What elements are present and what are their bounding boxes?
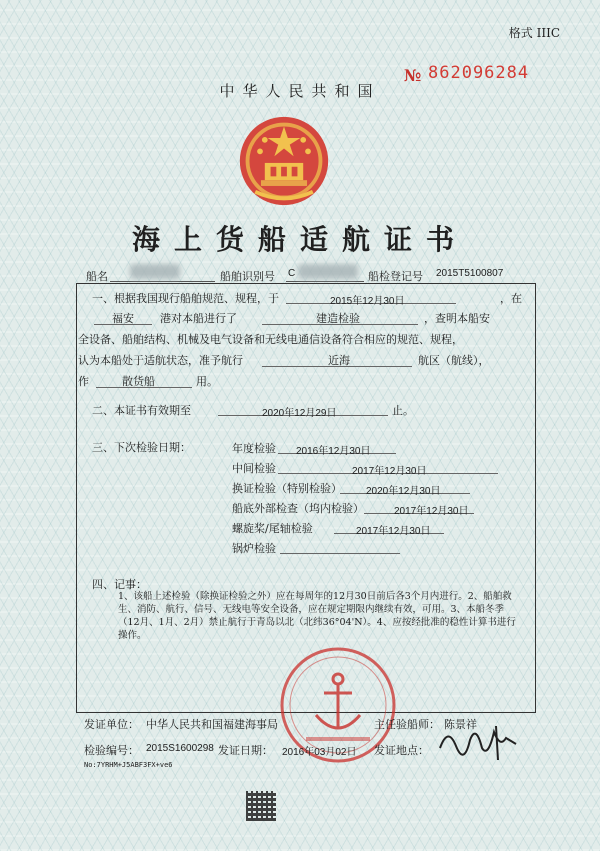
item3-heading: 三、下次检验日期： [92, 441, 191, 454]
survey-date-propeller: 2017年12月30日 [356, 526, 431, 537]
serial-number: 862096284 [428, 63, 530, 83]
item1-port: 福安 [112, 312, 134, 325]
item2-valid-until: 2020年12月29日 [262, 408, 337, 419]
survey-label-renewal: 换证检验（特别检验） [232, 482, 342, 495]
certificate-title: 海上货船适航证书 [131, 223, 468, 256]
item1-line4-b: 用。 [196, 375, 218, 388]
survey-label-propeller: 螺旋桨/尾轴检验 [232, 522, 313, 535]
item4-heading: 四、记事： [92, 578, 147, 591]
survey-label-intermediate: 中间检验 [232, 462, 276, 475]
issuer-label: 发证单位： [84, 718, 139, 731]
serial-symbol: № [404, 66, 422, 85]
signature-icon [436, 718, 526, 763]
issue-place-label: 发证地点： [374, 744, 429, 757]
ship-id-label: 船舶识别号 [220, 270, 275, 283]
redacted-ship-id [298, 264, 358, 279]
issue-date: 2016年03月02日 [282, 747, 357, 758]
inspection-reg-label: 船检登记号 [368, 270, 423, 283]
item1-line4-a: 作 [78, 375, 89, 388]
item2-text-b: 止。 [392, 404, 414, 417]
ship-id-partial: C [288, 268, 296, 279]
survey-label-annual: 年度检验 [232, 442, 276, 455]
inspection-reg-value: 2015T5100807 [436, 268, 504, 279]
national-emblem-icon [236, 113, 332, 209]
item1-text-b: ，在 [500, 292, 522, 305]
item1-area: 近海 [328, 354, 350, 367]
survey-date-intermediate: 2017年12月30日 [352, 466, 427, 477]
survey-date-bottom: 2017年12月30日 [394, 506, 469, 517]
survey-date-annual: 2016年12月30日 [296, 446, 371, 457]
item1-line3-b: 航区（航线）， [418, 354, 490, 367]
item1-date: 2015年12月30日 [330, 296, 405, 307]
item1-line3-a: 认为本船处于适航状态，准予航行 [78, 354, 243, 367]
ship-name-label: 船名 [86, 270, 108, 283]
redacted-ship-name [130, 264, 180, 279]
inspection-no-label: 检验编号： [84, 744, 139, 757]
form-code: 格式 IIIC [508, 26, 560, 40]
item1-text-a: 一、根据我国现行船舶规范、规程，于 [92, 292, 279, 305]
chief-surveyor-name: 陈景祥 [444, 718, 477, 731]
survey-label-boiler: 锅炉检验 [232, 542, 276, 555]
issuer-name: 中华人民共和国福建海事局 [146, 718, 278, 731]
item1-text-d: ，查明本船安 [424, 312, 490, 325]
item2-text-a: 二、本证书有效期至 [92, 404, 191, 417]
qr-code-icon [246, 791, 276, 821]
issue-date-label: 发证日期： [218, 744, 273, 757]
certificate-code: No:7YRHM+J5ABF3FX+ve6 [84, 761, 173, 769]
survey-label-bottom: 船底外部检查（坞内检验） [232, 502, 364, 515]
chief-surveyor-label: 主任验船师： [374, 718, 440, 731]
survey-date-renewal: 2020年12月30日 [366, 486, 441, 497]
item1-line2: 全设备、船舶结构、机械及电气设备和无线电通信设备符合相应的规范、规程， [78, 333, 463, 346]
inspection-no: 2015S1600298 [146, 743, 214, 754]
item4-remarks: 1、该船上述检验（除换证检验之外）应在每周年的12月30日前后各3个月内进行。2、船舶救生、消防、航行、信号、无线电等安全设备，应在规定期限内继续有效，可用。3、本船冬季（12月、1月、2月）禁止航行于青岛以北（北纬36°04'N）。4、应按经批准的稳性计算书进行操作。 [118, 591, 516, 641]
item1-survey-type: 建造检验 [316, 312, 360, 325]
item1-usage: 散货船 [122, 375, 155, 388]
item1-text-c: 港对本船进行了 [160, 312, 237, 325]
country-name: 中华人民共和国 [219, 82, 381, 100]
